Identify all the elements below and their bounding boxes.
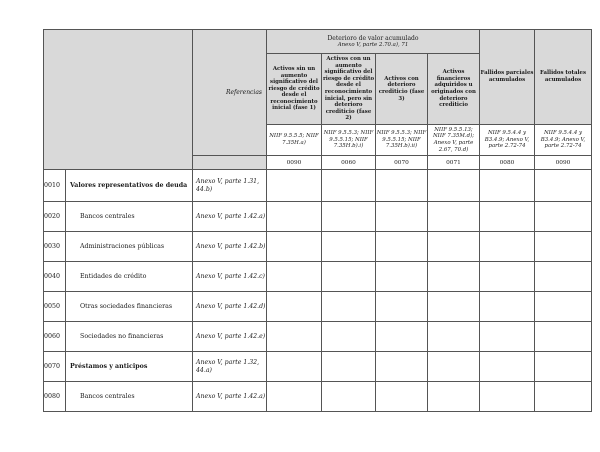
table-row bbox=[44, 170, 592, 202]
group-header bbox=[267, 30, 480, 54]
data-cell[interactable] bbox=[376, 232, 428, 262]
data-cell[interactable] bbox=[480, 352, 535, 382]
data-cell[interactable] bbox=[322, 352, 376, 382]
row-code: 0050 bbox=[44, 292, 66, 322]
data-cell[interactable] bbox=[376, 202, 428, 232]
col-ref-poci: NIIF 9.5.5.13; NIIF 7.35M.d); Anexo V, parte 2.67, 70.d) bbox=[428, 125, 480, 156]
col-ref-fase3: NIIF 9.5.5.3; NIIF 9.5.5.15; NIIF 7.35H.b).ii) bbox=[376, 125, 428, 156]
row-code: 0070 bbox=[44, 352, 66, 382]
report-table-container bbox=[43, 29, 592, 412]
row-ref: Anexo V, parte 1.42.c) bbox=[193, 262, 267, 292]
row-code: 0060 bbox=[44, 322, 66, 352]
row-label: Bancos centrales bbox=[66, 382, 193, 412]
data-cell[interactable] bbox=[322, 202, 376, 232]
row-label: Bancos centrales bbox=[66, 202, 193, 232]
data-cell[interactable] bbox=[428, 262, 480, 292]
data-cell[interactable] bbox=[376, 262, 428, 292]
data-cell[interactable] bbox=[480, 170, 535, 202]
data-cell[interactable] bbox=[267, 170, 322, 202]
data-cell[interactable] bbox=[267, 322, 322, 352]
data-cell[interactable] bbox=[428, 382, 480, 412]
data-cell[interactable] bbox=[267, 352, 322, 382]
data-cell[interactable] bbox=[322, 170, 376, 202]
col-code: 0071 bbox=[428, 156, 480, 170]
row-ref: Anexo V, parte 1.42.a) bbox=[193, 382, 267, 412]
data-cell[interactable] bbox=[428, 202, 480, 232]
data-cell[interactable] bbox=[480, 262, 535, 292]
data-cell[interactable] bbox=[535, 202, 592, 232]
row-ref: Anexo V, parte 1.42.d) bbox=[193, 292, 267, 322]
row-code: 0020 bbox=[44, 202, 66, 232]
row-code: 0010 bbox=[44, 170, 66, 202]
data-cell[interactable] bbox=[267, 202, 322, 232]
data-cell[interactable] bbox=[376, 382, 428, 412]
data-cell[interactable] bbox=[428, 322, 480, 352]
data-cell[interactable] bbox=[535, 262, 592, 292]
table-row bbox=[44, 292, 592, 322]
row-code: 0080 bbox=[44, 382, 66, 412]
col-header-fase3: Activos con deterioro crediticio (fase 3) bbox=[376, 54, 428, 125]
impairment-table bbox=[43, 29, 592, 412]
col-code: 0080 bbox=[480, 156, 535, 170]
ref-code-blank bbox=[193, 156, 267, 170]
table-row bbox=[44, 352, 592, 382]
data-cell[interactable] bbox=[480, 292, 535, 322]
row-ref: Anexo V, parte 1.42.a) bbox=[193, 202, 267, 232]
row-label: Entidades de crédito bbox=[66, 262, 193, 292]
data-cell[interactable] bbox=[535, 232, 592, 262]
data-cell[interactable] bbox=[267, 292, 322, 322]
references-header: Referencias bbox=[193, 30, 267, 156]
row-ref: Anexo V, parte 1.32, 44.a) bbox=[193, 352, 267, 382]
table-row bbox=[44, 232, 592, 262]
row-ref: Anexo V, parte 1.31, 44.b) bbox=[193, 170, 267, 202]
data-cell[interactable] bbox=[322, 262, 376, 292]
col-ref-partial: NIIF 9.5.4.4 y B3.4.9; Anexo V, parte 2.72-74 bbox=[480, 125, 535, 156]
row-ref: Anexo V, parte 1.42.b) bbox=[193, 232, 267, 262]
data-cell[interactable] bbox=[535, 382, 592, 412]
col-code: 0090 bbox=[267, 156, 322, 170]
col-header-0080: Fallidos parciales acumulados bbox=[480, 30, 535, 125]
row-code: 0040 bbox=[44, 262, 66, 292]
data-cell[interactable] bbox=[428, 170, 480, 202]
data-cell[interactable] bbox=[267, 232, 322, 262]
data-cell[interactable] bbox=[376, 322, 428, 352]
data-cell[interactable] bbox=[535, 292, 592, 322]
data-cell[interactable] bbox=[322, 292, 376, 322]
data-cell[interactable] bbox=[535, 322, 592, 352]
data-cell[interactable] bbox=[267, 382, 322, 412]
data-cell[interactable] bbox=[376, 170, 428, 202]
data-cell[interactable] bbox=[480, 322, 535, 352]
data-cell[interactable] bbox=[535, 352, 592, 382]
row-label: Administraciones públicas bbox=[66, 232, 193, 262]
row-label: Préstamos y anticipos bbox=[66, 352, 193, 382]
col-ref-fase1: NIIF 9.5.5.5; NIIF 7.35H.a) bbox=[267, 125, 322, 156]
data-cell[interactable] bbox=[376, 292, 428, 322]
data-cell[interactable] bbox=[322, 382, 376, 412]
row-ref: Anexo V, parte 1.42.e) bbox=[193, 322, 267, 352]
table-row bbox=[44, 382, 592, 412]
col-code: 0090 bbox=[535, 156, 592, 170]
col-code: 0070 bbox=[376, 156, 428, 170]
table-row bbox=[44, 202, 592, 232]
data-cell[interactable] bbox=[428, 292, 480, 322]
data-cell[interactable] bbox=[428, 232, 480, 262]
data-cell[interactable] bbox=[428, 352, 480, 382]
data-cell[interactable] bbox=[480, 202, 535, 232]
col-ref-total: NIIF 9.5.4.4 y B3.4.9; Anexo V, parte 2.72-74 bbox=[535, 125, 592, 156]
table-row bbox=[44, 262, 592, 292]
col-header-poci: Activos financieros adquiridos u originados con deterioro crediticio bbox=[428, 54, 480, 125]
data-cell[interactable] bbox=[322, 322, 376, 352]
data-cell[interactable] bbox=[480, 232, 535, 262]
group-header-title: Deterioro de valor acumulado bbox=[327, 35, 419, 42]
col-ref-fase2: NIIF 9.5.5.3; NIIF 9.5.5.15; NIIF 7.35H.b).i) bbox=[322, 125, 376, 156]
data-cell[interactable] bbox=[322, 232, 376, 262]
row-code: 0030 bbox=[44, 232, 66, 262]
corner-header bbox=[44, 30, 193, 170]
row-label: Sociedades no financieras bbox=[66, 322, 193, 352]
group-header-subtitle: Anexo V, parte 2.70.a), 71 bbox=[337, 42, 409, 48]
data-cell[interactable] bbox=[480, 382, 535, 412]
table-row bbox=[44, 322, 592, 352]
col-header-0090: Fallidos totales acumulados bbox=[535, 30, 592, 125]
row-label: Valores representativos de deuda bbox=[66, 170, 193, 202]
data-cell[interactable] bbox=[535, 170, 592, 202]
col-header-fase2: Activos con un aumento significativo del riesgo de crédito desde el reconocimiento inicial, pero sin deterioro crediticio (fase 2) bbox=[322, 54, 376, 125]
row-label: Otras sociedades financieras bbox=[66, 292, 193, 322]
col-header-fase1: Activos sin un aumento significativo del riesgo de crédito desde el reconocimiento inicial (fase 1) bbox=[267, 54, 322, 125]
col-code: 0060 bbox=[322, 156, 376, 170]
data-cell[interactable] bbox=[376, 352, 428, 382]
data-cell[interactable] bbox=[267, 262, 322, 292]
